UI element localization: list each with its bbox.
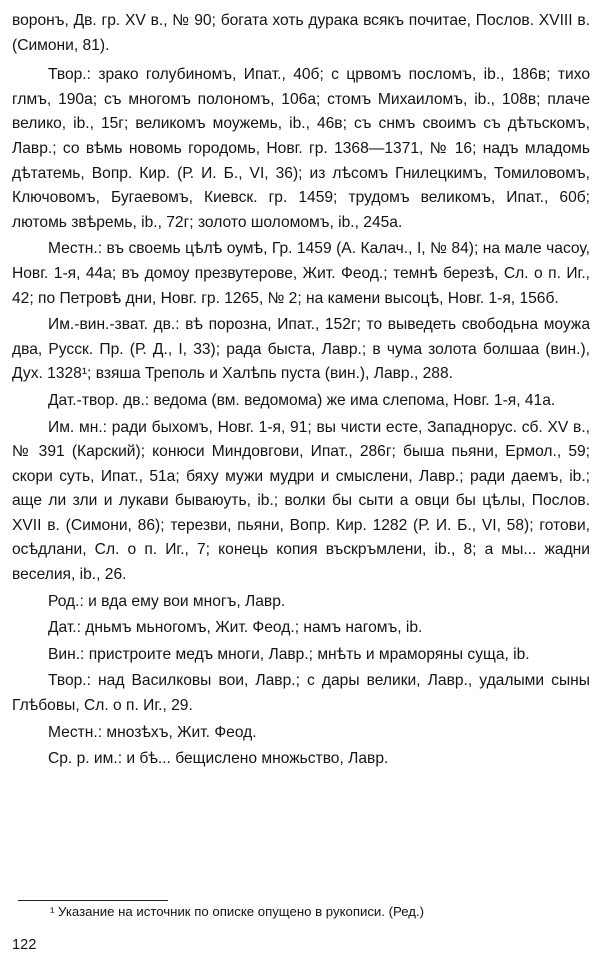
- paragraph-plural-nominative: Им. мн.: ради быхомъ, Новг. 1-я, 91; вы чисти есте, Западнорус. сб. XV в., № 391 (Карский); конюси Миндовгови, Ипат., 286г; быша пьяни, Ермол., 59; скори суть, Ипат., 51а; бяху мужи мудри и смыслени, Лавр.; ради даемъ, ib.; аще ли зли и лукави бываюуть, ib.; волки бы сыти а овци бы цѣлы, Послов. XVII в. (Симони, 86); терезви, пьяни, Вопр. Кир. 1282 (Р. И. Б., VI, 58); готови, осѣдлани, Сл. о п. Иг., 7; конець копия въскръмлени, ib., 8; а мы... жадни веселия, ib., 26.: [12, 418, 590, 584]
- paragraph-locative: Местн.: въ своемь цѣлѣ оумѣ, Гр. 1459 (А. Калач., I, № 84); на мале часоу, Новг. 1-я, 44а; въ домоу презвутерове, Жит. Феод.; темнѣ березѣ, Сл. о п. Иг., 42; по Петровѣ дни, Новг. гр. 1265, № 2; на камени высоцѣ, Новг. 1-я, 156б.: [12, 240, 590, 307]
- paragraph-dual-dative: Дат.-твор. дв.: ведома (вм. ведомома) же има слепома, Новг. 1-я, 41а.: [48, 391, 556, 409]
- paragraph-accusative: Вин.: пристроите медъ многи, Лавр.; мнѣть и мраморяны суща, ib.: [48, 645, 530, 663]
- paragraph-dative: Дат.: дньмъ мьногомъ, Жит. Феод.; намъ нагомъ, ib.: [48, 619, 423, 637]
- page-number: 122: [12, 937, 37, 953]
- paragraph-continuation: воронъ, Дв. гр. XV в., № 90; богата хоть дурака всякъ почитае, Послов. XVIII в. (Симони, 81).: [12, 12, 590, 54]
- body-text: [12, 9, 590, 772]
- paragraph-dual-nominative: Им.-вин.-зват. дв.: вѣ порозна, Ипат., 152г; то выведеть свободьна моужа два, Русск. Пр. (Р. Д., I, 33); рада быста, Лавр.; в чума золота болшаа (вин.), Дух. 1328¹; взяша Треполь и Халѣпь пуста (вин.), Лавр., 288.: [12, 316, 590, 383]
- paragraph-instrumental-plural: Твор.: над Василковы вои, Лавр.; с дары велики, Лавр., удалыми сыны Глѣбовы, Сл. о п. Иг., 29.: [12, 672, 590, 715]
- paragraph-neuter: Ср. р. им.: и бѣ... бещислено множьство, Лавр.: [48, 750, 389, 768]
- footnote-divider: [18, 900, 168, 901]
- paragraph-locative-plural: Местн.: мнозѣхъ, Жит. Феод.: [48, 723, 257, 741]
- footnote: ¹ Указание на источник по описке опущено в рукописи. (Ред.): [50, 904, 425, 919]
- paragraph-genitive: Род.: и вда ему вои многъ, Лавр.: [48, 592, 286, 610]
- paragraph-instrumental: Твор.: зрако голубиномъ, Ипат., 40б; с црвомъ посломъ, ib., 186в; тихо глмъ, 190а; съ многомъ полономъ, 106а; стомъ Михаиломъ, ib., 108в; плаче велико, ib., 15г; великомъ моужемь, ib., 46в; съ снмъ своимъ съ дѣтьскомъ, Лавр.; со вѣмь новомь городомь, Новг. гр. 1368—1371, № 16; надъ младомь дѣтатемь, Вопр. Кир. (Р. И. Б., VI, 36); из лѣсомъ Гнилецкимъ, Томиловомъ, Ключовомъ, Бугаевомъ, Киевск. гр. 1459; трудомъ великомъ, Ипат., 60б; лютомь звѣремь, ib., 72г; золото шоломомъ, ib., 245а.: [12, 66, 590, 231]
